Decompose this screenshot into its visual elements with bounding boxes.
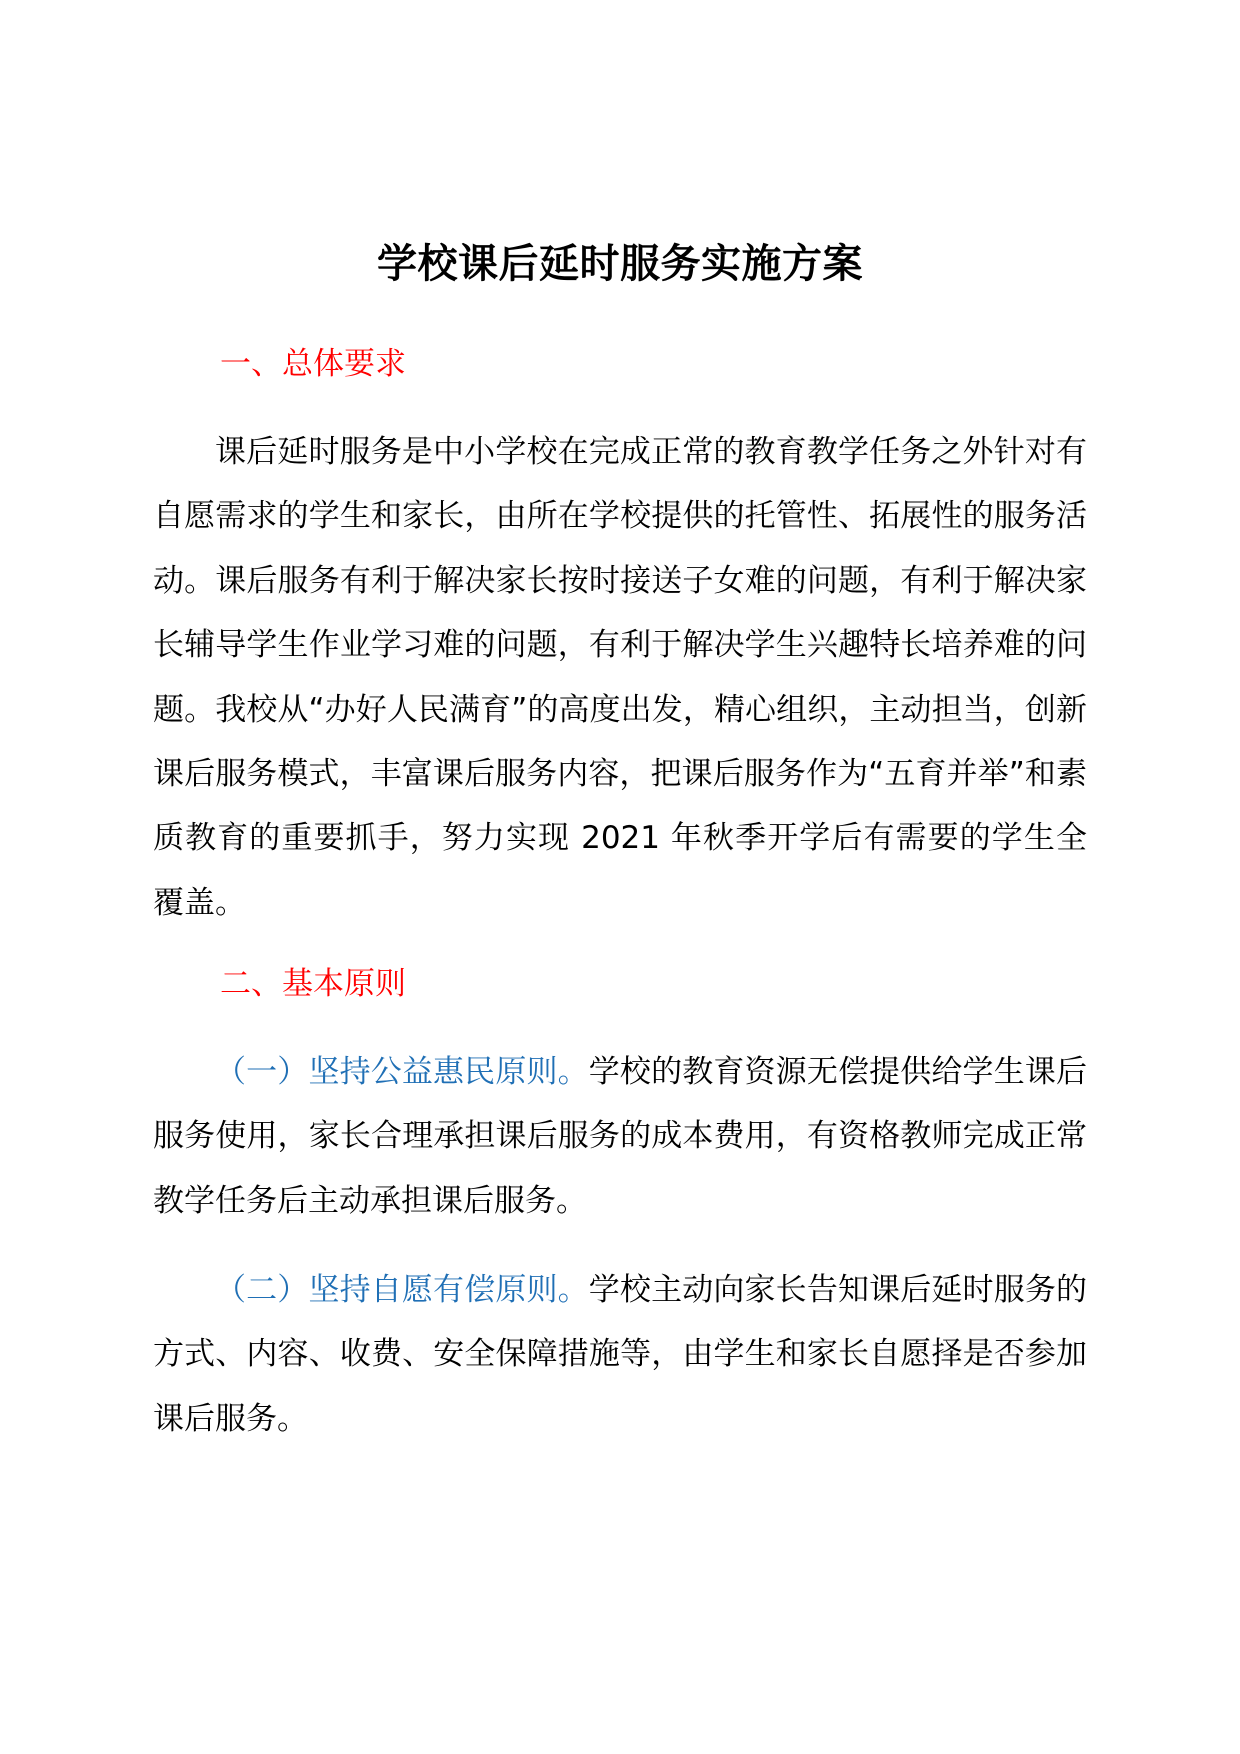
paragraph-principle-voluntary-paid [153,1258,1087,1451]
section-heading-general-requirements: 一、总体要求 [220,346,406,382]
paragraph-principle-public-welfare [153,1040,1087,1233]
principle-lead-public-welfare: （一）坚持公益惠民原则。 [215,1054,589,1090]
principle-body-voluntary-paid: 学校主动向家长告知课后延时服务的方式、内容、收费、安全保障措施等，由学生和家长自愿择是否参加课后服务。 [153,1272,1088,1437]
principle-body-public-welfare: 学校的教育资源无偿提供给学生课后服务使用，家长合理承担课后服务的成本费用，有资格教师完成正常教学任务后主动承担课后服务。 [153,1054,1088,1219]
principle-lead-voluntary-paid: （二）坚持自愿有偿原则。 [215,1272,589,1308]
paragraph-general-requirements: 课后延时服务是中小学校在完成正常的教育教学任务之外针对有自愿需求的学生和家长，由所在学校提供的托管性、拓展性的服务活动。课后服务有利于解决家长按时接送子女难的问题，有利于解决家长辅导学生作业学习难的问题，有利于解决学生兴趣特长培养难的问题。我校从“办好人民满育”的高度出发，精心组织，主动担当，创新课后服务模式，丰富课后服务内容，把课后服务作为“五育并举”和素质教育的重要抓手，努力实现 2021 年秋季开学后有需要的学生全覆盖。 [153,434,1087,921]
document-title: 学校课后延时服务实施方案 [377,241,863,287]
section-heading-basic-principles: 二、基本原则 [220,966,406,1002]
